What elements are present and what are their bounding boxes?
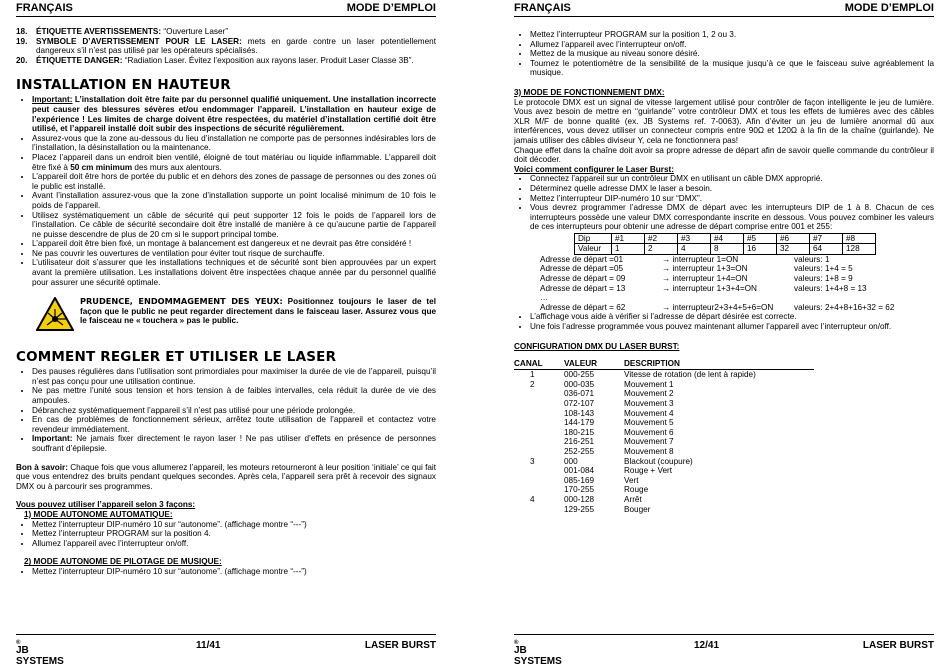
registered-mark: ® [514, 640, 519, 646]
table-cell: Dip [575, 233, 612, 244]
brand-name: JB SYSTEMS [514, 645, 562, 667]
table-row [514, 428, 814, 438]
list-item: • Mettez l’interrupteur DIP-numéro 10 sur “DMX”. [530, 194, 934, 204]
dmx-paragraph: Le protocole DMX est un signal de vitesse largement utilisé pour contrôler de façon intelligente le jeu de lumière. Vous avez besoin de mettre en ‘‘guirlande’’ votre contrôleur DMX et tous les effets de lumières avec des câbles XLR M/F de bonne qualité (ex. JB Systems ref. 7-0063). Afin d’éviter un jeu de lumière anormal dû aux interférences, vous devez utiliser un connecteur compris entre 90Ω et 120Ω à la fin de la chaîne (guirlande). Ne jamais utiliser des câbles diviseur Y, cela ne fonctionnera pas! [514, 97, 934, 145]
section-heading: INSTALLATION EN HAUTEUR [16, 77, 231, 94]
table-cell: #3 [678, 233, 711, 244]
table-cell: 000 [564, 456, 578, 466]
table-row [540, 303, 894, 313]
cfg-body [514, 370, 814, 514]
page-header [514, 0, 934, 17]
table-cell: Arrêt [624, 494, 642, 504]
mode2-list [16, 567, 436, 577]
list-item: • L’appareil doit être bien fixé, un montage à balancement est dangereux et ne devrait pas être considéré ! [32, 239, 436, 249]
table-cell [514, 447, 564, 457]
warning-label: PRUDENCE, ENDOMMAGEMENT DES YEUX: [80, 296, 283, 307]
table-cell: #1 [612, 233, 645, 244]
list-item [16, 27, 436, 37]
page-number: 11/41 [196, 640, 221, 651]
table-cell: Mouvement 2 [624, 389, 674, 399]
table-cell: #4 [711, 233, 744, 244]
table-cell: Bouger [624, 504, 651, 514]
table-cell: 000-255 [564, 370, 595, 380]
list-item: • Ne pas couvrir les ouvertures de ventilation pour éviter tout risque de surchauffe. [32, 249, 436, 259]
table-cell: 108-143 [564, 408, 595, 418]
table-cell: 170-255 [564, 485, 595, 495]
table-cell: #5 [744, 233, 777, 244]
table-cell: valeurs: 2+4+8+16+32 = 62 [794, 302, 895, 312]
list-item: • Mettez l’interrupteur PROGRAM sur la position 1, 2 ou 3. [530, 30, 934, 40]
table-cell: Mouvement 1 [624, 379, 674, 389]
table-cell: 129-255 [564, 504, 595, 514]
important-text: L’installation doit être faite par du personnel qualifié uniquement. Une installation incorrecte peut causer des blessures sévères et/ou endommager l’appareil. L’installation en hauteur exige de l’expérience ! Les limites de charge doivent être respectées, du matériel d’installation certifié doit être utilisé, et l’appareil installé doit subir des inspections de sécurité régulièrement. [32, 95, 436, 134]
table-cell: Mouvement 6 [624, 427, 674, 437]
label-list [16, 27, 436, 65]
table-cell: #2 [645, 233, 678, 244]
mode-title: 1) MODE AUTONOME AUTOMATIQUE: [24, 509, 173, 519]
column-header: CANAL [514, 359, 564, 370]
product-name: LASER BURST [364, 640, 436, 651]
table-cell: 64 [810, 244, 843, 255]
table-row [514, 437, 814, 447]
page-left [16, 0, 436, 667]
address-examples [540, 255, 894, 313]
table-row [514, 389, 814, 399]
table-cell: Mouvement 3 [624, 399, 674, 408]
header-language: FRANÇAIS [514, 2, 571, 14]
dmx-config-table [514, 359, 814, 514]
item-number: 19. [16, 36, 28, 46]
table-row [514, 466, 814, 476]
table-cell: Valeur [575, 244, 612, 255]
list-item: • Des pauses régulières dans l’utilisation sont primordiales pour maximiser la durée de vie de l’appareil, puisqu’il n’est pas conçu pour une utilisation continue. [32, 367, 436, 386]
list-item [16, 55, 436, 66]
page-header [16, 0, 436, 17]
item-bold: 50 cm minimum [70, 162, 133, 172]
table-cell: valeurs: 1+8 = 9 [794, 274, 853, 284]
table-cell: Rouge [624, 485, 649, 495]
table-cell: Vert [624, 475, 639, 485]
list-item [32, 434, 436, 453]
list-item: • Tournez le potentiomètre de la sensibilité de la musique jusqu’à ce que le faisceau suive agréablement la musique. [530, 59, 934, 78]
table-cell: 1 [612, 244, 645, 255]
list-item [32, 95, 436, 133]
table-row [514, 485, 814, 495]
page-number: 12/41 [694, 640, 720, 651]
header-title: MODE D’EMPLOI [346, 2, 436, 14]
table-cell: Blackout (coupure) [624, 456, 693, 466]
dmx-title: 3) MODE DE FONCTIONNEMENT DMX: [514, 87, 665, 97]
table-row [575, 233, 876, 244]
page-content [514, 30, 934, 514]
item-text: “Radiation Laser. Évitez l’exposition aux rayons laser. Produit Laser Classe 3B”. [122, 55, 414, 65]
list-item: • L’utilisateur doit s’assurer que les installations techniques et de sécurité sont bien approuvées par un expert avant la première utilisation. Les installations doivent être inspectées chaque année par du personnel qualifié pour assurer une sécurité optimale. [32, 258, 436, 287]
table-cell [514, 505, 564, 515]
dmx-list-2 [514, 312, 934, 331]
laser-warning-block [16, 297, 436, 343]
important-label: Important: [32, 434, 73, 444]
list-item: • Une fois l’adresse programmée vous pouvez maintenant allumer l’appareil avec l’interrupteur on/off. [530, 322, 934, 332]
modes-title: Vous pouvez utiliser l’appareil selon 3 façons: [16, 500, 196, 510]
table-cell: 32 [777, 244, 810, 255]
list-item: • L’affichage vous aide à vérifier si l’adresse de départ désirée est correcte. [530, 312, 934, 322]
table-cell: Mouvement 7 [624, 437, 674, 447]
table-cell: Adresse de départ = 09 [540, 274, 626, 284]
column-header: VALEUR [564, 359, 624, 370]
table-cell: → interrupteur 1=ON [662, 254, 739, 264]
table-cell: 16 [744, 244, 777, 255]
list-item: • Mettez l’interrupteur DIP-numéro 10 sur “autonome”. (affichage montre “---”) [32, 567, 436, 577]
laser-warning-icon [36, 297, 74, 331]
item-text: mets en garde contre un laser potentiellement dangereux s’il n’est pas utilisé par les opérateurs spécialisés. [36, 36, 436, 56]
table-cell: 128 [843, 244, 876, 255]
table-cell [514, 428, 564, 438]
config-title: Voici comment configurer le Laser Burst: [514, 164, 674, 174]
registered-mark: ® [16, 640, 21, 646]
item-text: Ne jamais fixer directement le rayon laser ! Ne pas utiliser d’effets en présence de personnes souffrant d’épilepsie. [32, 434, 436, 453]
table-row [514, 505, 814, 515]
header-title: MODE D’EMPLOI [844, 2, 934, 14]
dmx-list [514, 174, 934, 232]
table-row [540, 274, 894, 284]
table-cell: 036-071 [564, 389, 595, 399]
table-cell: 000-035 [564, 379, 595, 389]
table-row [514, 399, 814, 409]
item-label: SYMBOLE D’AVERTISSEMENT POUR LE LASER: [36, 36, 242, 46]
list-item: • Utilisez systématiquement un câble de sécurité qui peut supporter 12 fois le poids de l’appareil lors de l’installation. Ce câble de sécurité secondaire doit être installé de manière à ce qu’aucune partie de l’appareil ne puisse descendre de plus de 20 cm si le support principal tombe. [32, 211, 436, 240]
list-item: • Allumez l’appareil avec l’interrupteur on/off. [530, 40, 934, 50]
table-cell: 072-107 [564, 399, 595, 408]
item-label: ÉTIQUETTE AVERTISSEMENTS: [36, 27, 162, 36]
table-cell [514, 476, 564, 486]
table-cell: 2 [530, 379, 535, 389]
list-item: • Débranchez systématiquement l’appareil s’il n’est pas utilisé pour une période prolongée. [32, 406, 436, 416]
table-cell: 216-251 [564, 437, 595, 447]
list-item: • En cas de problèmes de fonctionnement sérieux, arrêtez toute utilisation de l’appareil et contactez votre revendeur immédiatement. [32, 415, 436, 434]
table-cell: Vitesse de rotation (de lent à rapide) [624, 370, 756, 380]
table-row [514, 447, 814, 457]
page-footer [514, 634, 934, 667]
table-cell: Mouvement 4 [624, 408, 674, 418]
page-footer [16, 634, 436, 667]
tip-paragraph [16, 463, 436, 492]
list-item: • Assurez-vous que la zone au-dessous du lieu d’installation ne comporte pas de personnes indésirables lors de l’installation, la désinstallation ou la maintenance. [32, 134, 436, 153]
dip-table [574, 233, 876, 255]
table-row [514, 418, 814, 428]
brand-name: JB SYSTEMS [16, 645, 64, 667]
cfg-title: CONFIGURATION DMX DU LASER BURST: [514, 341, 680, 351]
item-text: des murs aux alentours. [132, 162, 222, 172]
table-cell: → interrupteur2+3+4+5+6=ON [662, 302, 774, 312]
table-cell: 2 [645, 244, 678, 255]
table-cell [514, 399, 564, 409]
table-cell: #7 [810, 233, 843, 244]
table-cell: 180-215 [564, 427, 595, 437]
table-cell: valeurs: 1+4 = 5 [794, 264, 853, 274]
table-cell: 1 [530, 370, 535, 380]
table-cell: Rouge + Vert [624, 466, 673, 476]
table-cell: Mouvement 8 [624, 446, 674, 456]
install-list [16, 95, 436, 287]
mode1-list [16, 520, 436, 549]
table-row [514, 380, 814, 390]
item-number: 20. [16, 55, 28, 65]
table-cell [514, 418, 564, 428]
list-item: • Ne pas mettre l’unité sous tension et hors tension à de faibles intervalles, cela réduit la durée de vie des ampoules. [32, 386, 436, 405]
list-item: • Mettez l’interrupteur PROGRAM sur la position 4. [32, 529, 436, 539]
table-cell: Adresse de départ = 13 [540, 283, 626, 293]
tip-text: Chaque fois que vous allumerez l’appareil, les moteurs retourneront à leur position ‘initiale’ ce qui fait que vous entendrez des bruits pendant quelques secondes. Après cela, l’appareil sera prêt à recevoir des signaux DMX ou à parcourir ses programmes. [16, 462, 436, 491]
item-text: Placez l’appareil dans un endroit bien ventilé, éloigné de tout matériau ou liquide inflammable. L’appareil doit être fixé à [32, 152, 436, 172]
list-item [16, 36, 436, 56]
warning-body: Positionnez toujours le laser de tel façon que le public ne peut regarder directement dans le faisceau laser. Assurez vous que le faisceau ne « touchera » pas le public. [80, 297, 436, 326]
item-text: “Ouverture Laser” [161, 27, 228, 36]
table-cell: #6 [777, 233, 810, 244]
table-cell: Adresse de départ =05 [540, 264, 624, 274]
table-cell: Adresse de départ = 62 [540, 302, 626, 312]
table-cell [514, 485, 564, 495]
table-row [575, 244, 876, 255]
table-cell: → interrupteur 1+4=ON [662, 274, 748, 284]
table-cell: 4 [530, 494, 535, 504]
list-item: • Avant l’installation assurez-vous que la zone d’installation supporte un point localisé minimum de 10 fois le poids de l’appareil. [32, 191, 436, 210]
table-cell: valeurs: 1 [794, 254, 830, 264]
table-row [514, 409, 814, 419]
list-item: • L’appareil doit être hors de portée du public et en dehors des zones de passage de personnes ou des zones où le public est installé. [32, 172, 436, 191]
tip-label: Bon à savoir: [16, 462, 68, 472]
product-name: LASER BURST [862, 640, 934, 651]
header-language: FRANÇAIS [16, 2, 73, 14]
footer-brand [16, 640, 64, 667]
table-cell: 000-128 [564, 494, 595, 504]
table-cell: 3 [530, 456, 535, 466]
table-row [540, 255, 894, 265]
usage-list [16, 367, 436, 453]
table-cell: #8 [843, 233, 876, 244]
table-cell: → interrupteur 1+3=ON [662, 264, 748, 274]
list-item [32, 153, 436, 172]
warning-text [80, 297, 436, 326]
table-cell: 4 [678, 244, 711, 255]
list-item: • Déterminez quelle adresse DMX le laser a besoin. [530, 184, 934, 194]
table-cell: Mouvement 5 [624, 418, 674, 428]
section-heading: COMMENT REGLER ET UTILISER LE LASER [16, 349, 337, 366]
table-row [514, 457, 814, 467]
table-cell: 001-084 [564, 466, 595, 476]
footer-brand [514, 640, 562, 667]
list-item: • Allumez l’appareil avec l’interrupteur on/off. [32, 539, 436, 549]
table-cell: Adresse de départ =01 [540, 254, 624, 264]
table-cell [514, 437, 564, 447]
table-row [540, 293, 894, 303]
table-row [514, 370, 814, 380]
table-cell: 252-255 [564, 446, 595, 456]
table-cell: 085-169 [564, 475, 595, 485]
table-cell [514, 389, 564, 399]
page-right [514, 0, 934, 667]
table-cell: → interrupteur 1+3+4=ON [662, 283, 757, 293]
table-cell [514, 466, 564, 476]
list-item: • Mettez l’interrupteur DIP-numéro 10 sur “autonome”. (affichage montre “---”) [32, 520, 436, 530]
mode-title: 2) MODE AUTONOME DE PILOTAGE DE MUSIQUE: [24, 557, 222, 567]
music-mode-list [514, 30, 934, 78]
table-cell: … [540, 293, 549, 303]
table-row [514, 495, 814, 505]
list-item: • Vous devrez programmer l’adresse DMX de départ avec les interrupteurs DIP de 1 à 8. Chacun de ces interrupteurs possède une valeur DMX correspondante inscrite en dessous. Vous pouvez combiner les valeurs de ces interrupteurs pour obtenir une adresse de départ comprise entre 001 et 255: [530, 203, 934, 232]
list-item: • Mettez de la musique au niveau sonore désiré. [530, 49, 934, 59]
important-label: Important: [32, 95, 73, 105]
table-row [540, 264, 894, 274]
table-row [514, 476, 814, 486]
dmx-paragraph: Chaque effet dans la chaîne doit avoir sa propre adresse de départ afin de savoir quelle commande du contrôleur il doit décoder. [514, 145, 934, 165]
item-label: ÉTIQUETTE DANGER: [36, 55, 123, 65]
table-cell [514, 409, 564, 419]
table-cell: 8 [711, 244, 744, 255]
table-header-row [514, 359, 814, 370]
table-cell: 144-179 [564, 418, 595, 428]
table-cell: valeurs: 1+4+8 = 13 [794, 283, 867, 293]
page-content [16, 27, 436, 577]
item-number: 18. [16, 27, 28, 36]
column-header: DESCRIPTION [624, 359, 814, 370]
table-row [540, 284, 894, 294]
list-item: • Connectez l’appareil sur un contrôleur DMX en utilisant un câble DMX approprié. [530, 174, 934, 184]
